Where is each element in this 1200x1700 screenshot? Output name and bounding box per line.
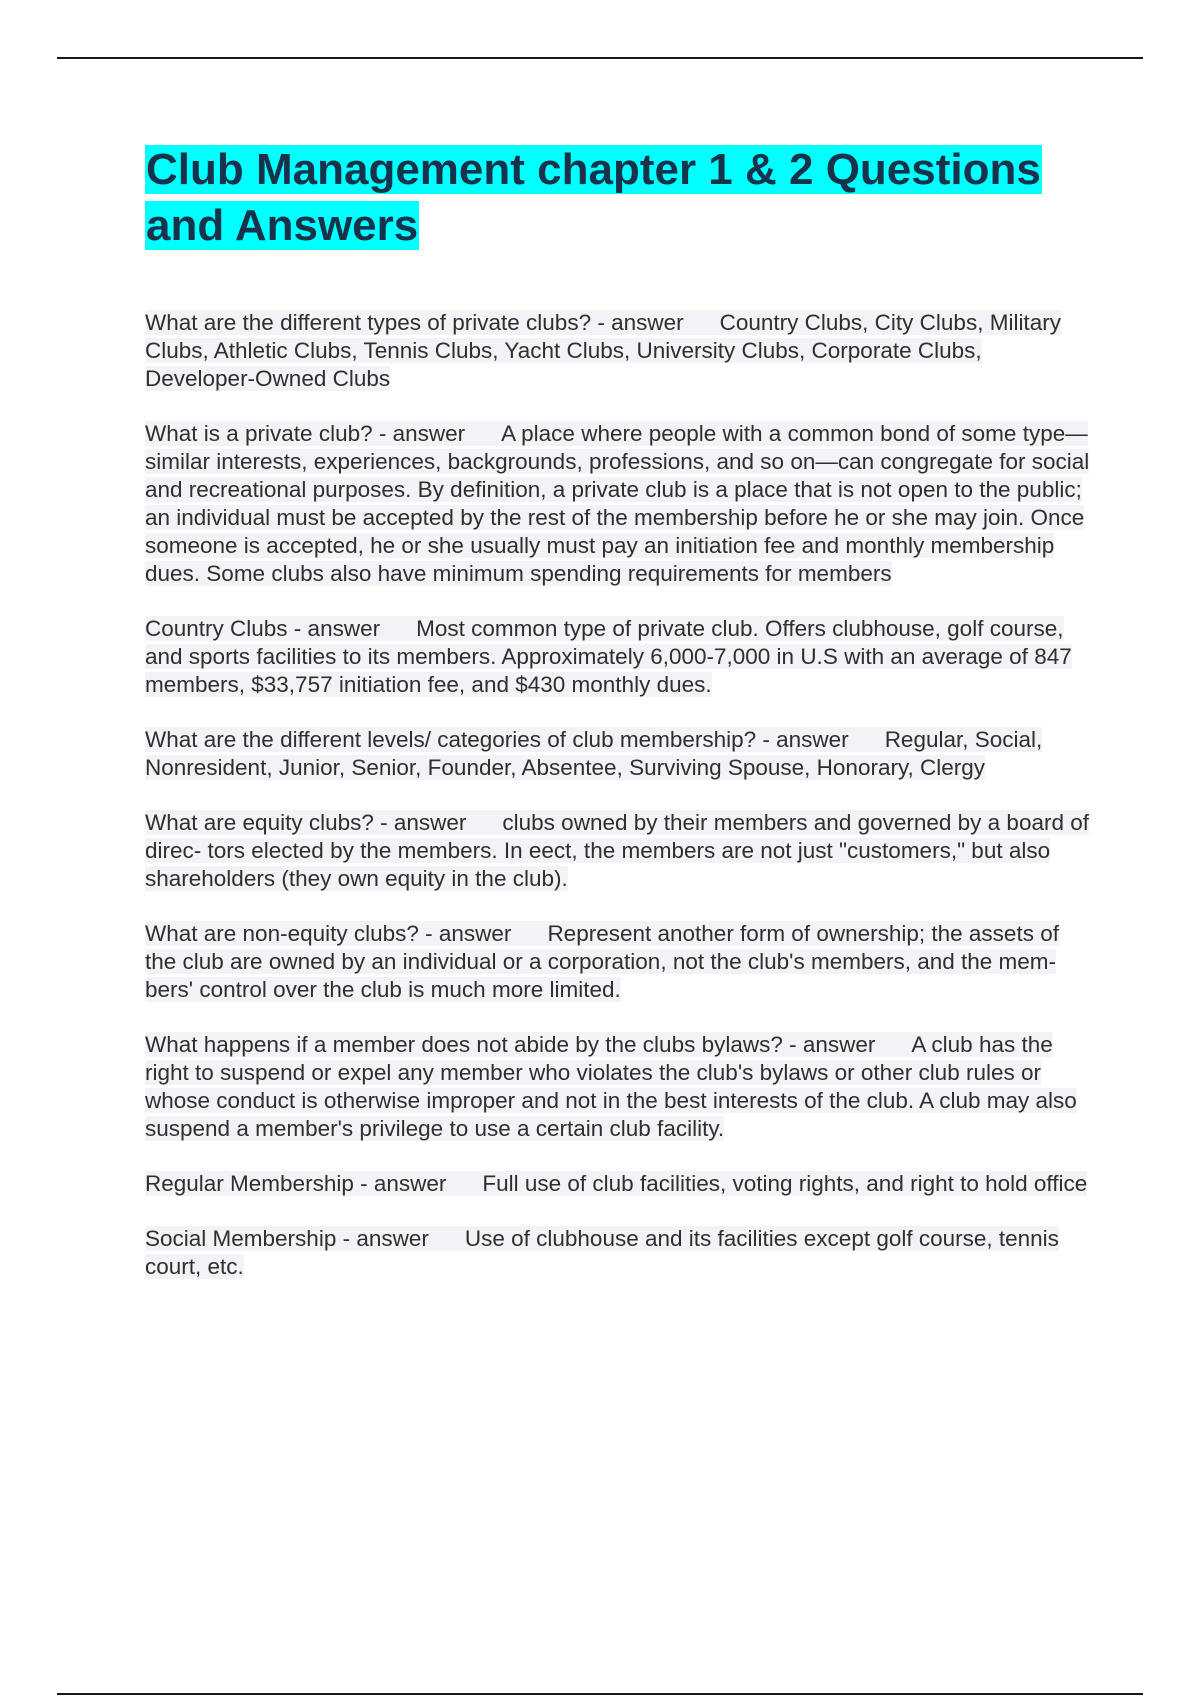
qa-question: What are equity clubs? - answer [145,810,467,835]
qa-answer: Most common type of private club. Offers clubhouse, golf course, and sports facilities to its members. Approximately 6,000-7,000 in U.S with an average of 847 members, $33,757 initiation fee, and $430 monthly dues. [145,616,1072,697]
qa-item [145,920,1090,1004]
top-rule [57,57,1143,59]
qa-answer: Full use of club facilities, voting rights, and right to hold office [482,1171,1088,1196]
qa-item [145,809,1090,893]
qa-item [145,726,1090,782]
title-highlight: Club Management chapter 1 & 2 Questions and Answers [146,145,1041,250]
qa-question: Social Membership - answer [145,1226,429,1251]
qa-item [145,1031,1090,1143]
qa-item [145,309,1090,393]
qa-item [145,1225,1090,1281]
bottom-rule [57,1693,1143,1695]
qa-question: What is a private club? - answer [145,421,466,446]
qa-answer: A club has the right to suspend or expel any member who violates the club's bylaws or other club rules or whose conduct is otherwise improper and not in the best interests of the club. A club may also suspend a member's privilege to use a certain club facility. [145,1032,1077,1141]
qa-answer: A place where people with a common bond of some type—similar interests, experiences, backgrounds, professions, and so on—can congregate for social and recreational purposes. By definition, a private club is a place that is not open to the public; an individual must be accepted by the rest of the membership before he or she may join. Once someone is accepted, he or she usually must pay an initiation fee and monthly membership dues. Some clubs also have minimum spending requirements for members [145,421,1090,586]
qa-answer: Country Clubs, City Clubs, Military Clubs, Athletic Clubs, Tennis Clubs, Yacht Clubs, University Clubs, Corporate Clubs, Developer-Owned Clubs [145,310,1061,391]
qa-list [145,309,1090,1281]
qa-question: What are non-equity clubs? - answer [145,921,512,946]
document-body [145,142,1090,1308]
qa-item [145,420,1090,588]
qa-question: Country Clubs - answer [145,616,381,641]
qa-answer: Use of clubhouse and its facilities except golf course, tennis court, etc. [145,1226,1059,1279]
qa-item [145,1170,1090,1198]
qa-answer: clubs owned by their members and governed by a board of direc- tors elected by the members. In eect, the members are not just "customers," but also shareholders (they own equity in the club). [145,810,1089,891]
qa-question: Regular Membership - answer [145,1171,447,1196]
qa-question: What happens if a member does not abide by the clubs bylaws? - answer [145,1032,876,1057]
document-title [145,142,1090,254]
qa-item [145,615,1090,699]
qa-question: What are the different levels/ categories of club membership? - answer [145,727,849,752]
qa-answer: Regular, Social, Nonresident, Junior, Senior, Founder, Absentee, Surviving Spouse, Honorary, Clergy [145,727,1043,780]
qa-answer: Represent another form of ownership; the assets of the club are owned by an individual or a corporation, not the club's members, and the mem- bers' control over the club is much more limited. [145,921,1059,1002]
qa-question: What are the different types of private clubs? - answer [145,310,684,335]
